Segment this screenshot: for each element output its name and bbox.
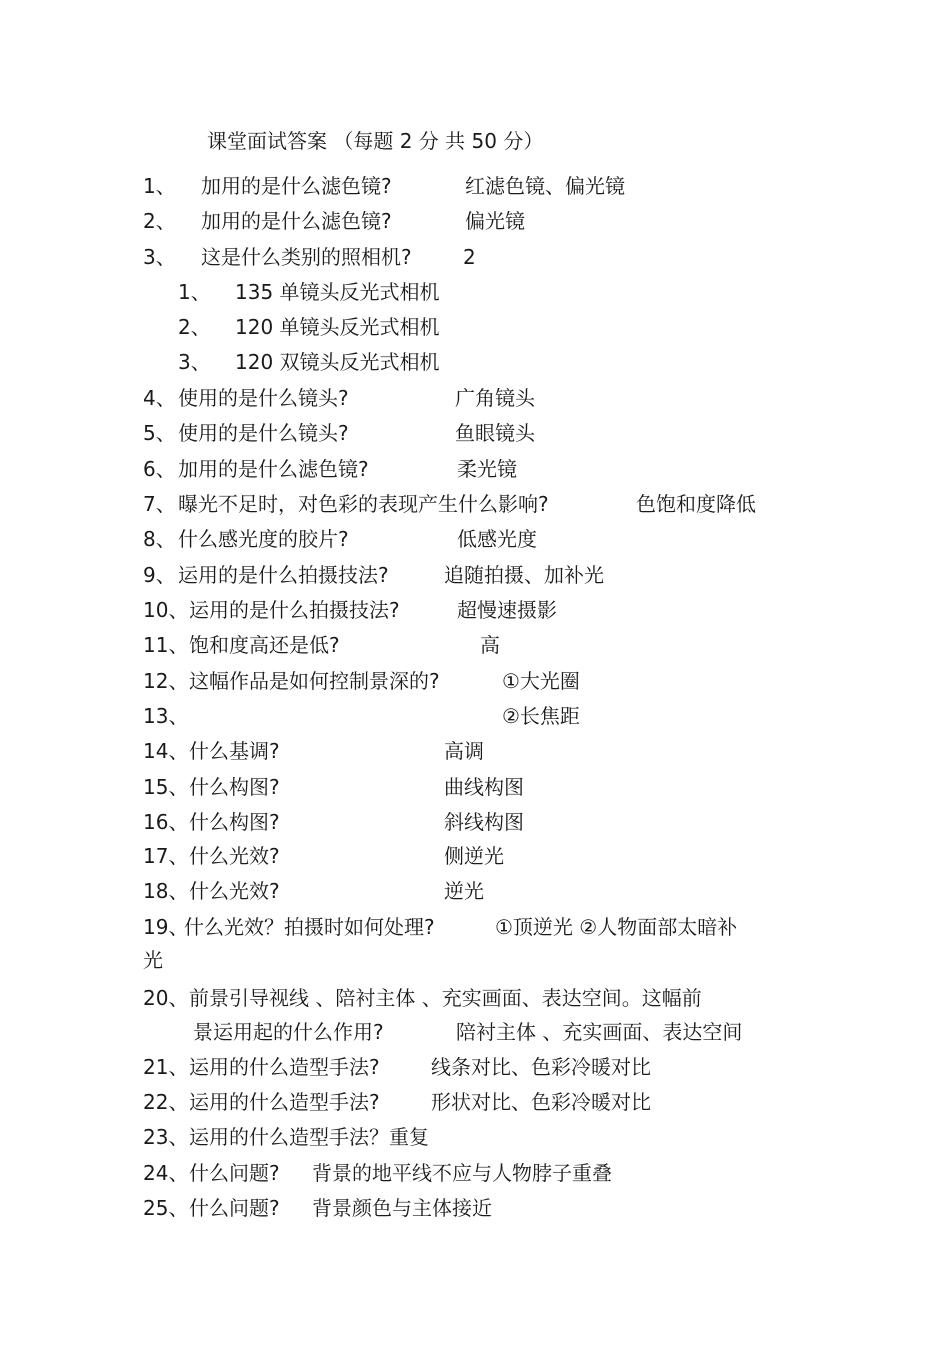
row-number: 13、 xyxy=(143,704,189,728)
sub-option-text: 120 单镜头反光式相机 xyxy=(235,315,440,339)
row-answer: 鱼眼镜头 xyxy=(455,421,535,445)
row-number: 1、 xyxy=(143,174,176,198)
row-answer: ①大光圈 xyxy=(502,669,580,693)
row-answer: 追随拍摄、加补光 xyxy=(444,563,604,587)
sub-option-number: 1、 xyxy=(178,280,211,304)
row-number: 12、 xyxy=(143,669,189,693)
row-number: 14、 xyxy=(143,739,189,763)
row-question: 运用的什么造型手法? xyxy=(189,1055,380,1079)
row-answer: 广角镜头 xyxy=(455,386,535,410)
row-answer: 陪衬主体 、充实画面、表达空间 xyxy=(456,1020,743,1044)
row-number: 19、 xyxy=(143,915,189,939)
row-answer: 低感光度 xyxy=(457,527,537,551)
row-number: 17、 xyxy=(143,844,189,868)
row-answer: 红滤色镜、偏光镜 xyxy=(465,174,625,198)
row-question: 前景引导视线 、陪衬主体 、充实画面、表达空间。这幅前 xyxy=(189,986,702,1010)
sub-option-text: 135 单镜头反光式相机 xyxy=(235,280,440,304)
row-question: 什么光效？拍摄时如何处理? xyxy=(184,915,435,939)
row-answer: 2 xyxy=(463,245,476,269)
row-answer: ②长焦距 xyxy=(502,704,580,728)
row-question: 加用的是什么滤色镜? xyxy=(178,457,369,481)
document-title: 课堂面试答案 （每题 2 分 共 50 分） xyxy=(207,129,544,153)
row-answer: 柔光镜 xyxy=(457,457,517,481)
row-number: 9、 xyxy=(143,563,176,587)
row-number: 15、 xyxy=(143,775,189,799)
row-question: 这是什么类别的照相机? xyxy=(201,245,412,269)
row-question: 什么光效? xyxy=(189,879,280,903)
row-question: 什么感光度的胶片? xyxy=(178,527,349,551)
row-question: 饱和度高还是低? xyxy=(189,633,340,657)
row-number: 22、 xyxy=(143,1090,189,1114)
row-question: 什么构图? xyxy=(189,775,280,799)
row-number: 6、 xyxy=(143,457,176,481)
row-number: 25、 xyxy=(143,1196,189,1220)
row-number: 20、 xyxy=(143,986,189,1010)
row-number: 16、 xyxy=(143,810,189,834)
row-question: 什么问题? xyxy=(189,1196,280,1220)
row-answer: ①顶逆光 ②人物面部太暗补 xyxy=(495,915,738,939)
row-question: 什么基调? xyxy=(189,739,280,763)
row-question: 什么构图? xyxy=(189,810,280,834)
sub-option-number: 2、 xyxy=(178,315,211,339)
row-number: 21、 xyxy=(143,1055,189,1079)
row-question: 曝光不足时，对色彩的表现产生什么影响? xyxy=(178,492,549,516)
row-answer: 线条对比、色彩冷暖对比 xyxy=(431,1055,651,1079)
row-number: 23、 xyxy=(143,1125,189,1149)
row-answer: 背景的地平线不应与人物脖子重叠 xyxy=(312,1161,612,1185)
row-question: 什么问题? xyxy=(189,1161,280,1185)
row-question: 加用的是什么滤色镜? xyxy=(201,209,392,233)
row-answer: 高调 xyxy=(444,739,484,763)
row-answer: 形状对比、色彩冷暖对比 xyxy=(431,1090,651,1114)
row-question: 加用的是什么滤色镜? xyxy=(201,174,392,198)
sub-option-text: 120 双镜头反光式相机 xyxy=(235,350,440,374)
row-answer: 背景颜色与主体接近 xyxy=(312,1196,492,1220)
row-number: 7、 xyxy=(143,492,176,516)
row-number: 3、 xyxy=(143,245,176,269)
row-answer: 超慢速摄影 xyxy=(457,598,557,622)
row-answer: 高 xyxy=(480,633,500,657)
row-answer: 逆光 xyxy=(444,879,484,903)
row-number: 24、 xyxy=(143,1161,189,1185)
row-answer: 偏光镜 xyxy=(465,209,525,233)
row-number: 4、 xyxy=(143,386,176,410)
row-answer: 色饱和度降低 xyxy=(636,492,756,516)
row-answer: 曲线构图 xyxy=(444,775,524,799)
row-question-continuation: 景运用起的什么作用? xyxy=(193,1020,384,1044)
row-question: 使用的是什么镜头? xyxy=(178,386,349,410)
row-number: 8、 xyxy=(143,527,176,551)
row-question: 使用的是什么镜头? xyxy=(178,421,349,445)
sub-option-number: 3、 xyxy=(178,350,211,374)
row-question: 运用的是什么拍摄技法? xyxy=(189,598,400,622)
row-number: 11、 xyxy=(143,633,189,657)
row-answer: 斜线构图 xyxy=(444,810,524,834)
row-number: 5、 xyxy=(143,421,176,445)
row-answer: 侧逆光 xyxy=(444,844,504,868)
row-number: 2、 xyxy=(143,209,176,233)
row-continuation: 光 xyxy=(143,948,163,972)
row-question: 运用的什么造型手法？重复 xyxy=(189,1125,429,1149)
row-question: 这幅作品是如何控制景深的? xyxy=(189,669,440,693)
row-number: 18、 xyxy=(143,879,189,903)
row-question: 运用的什么造型手法? xyxy=(189,1090,380,1114)
row-number: 10、 xyxy=(143,598,189,622)
row-question: 运用的是什么拍摄技法? xyxy=(178,563,389,587)
row-question: 什么光效? xyxy=(189,844,280,868)
